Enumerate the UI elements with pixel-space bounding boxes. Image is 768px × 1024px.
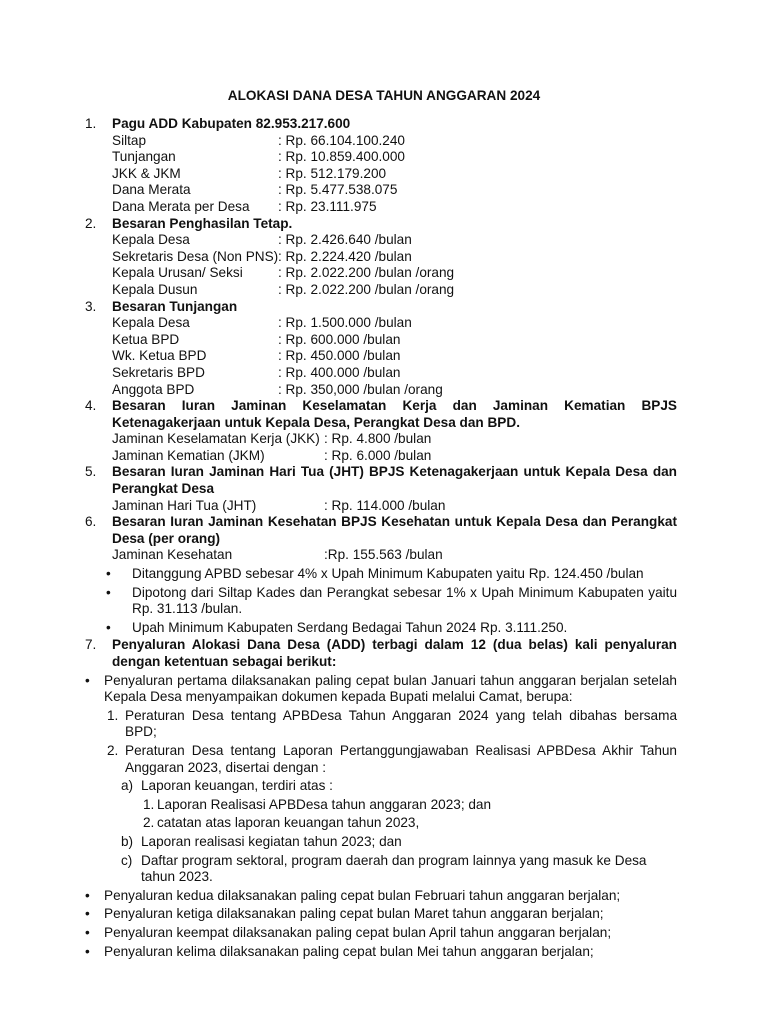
row-value: : Rp. 6.000 /bulan: [324, 447, 432, 463]
row-value: : Rp. 600.000 /bulan: [278, 331, 401, 347]
list-item: [85, 585, 677, 618]
item-letter: b): [121, 833, 134, 849]
bullet-icon: •: [106, 566, 111, 582]
section-number: 6.: [85, 514, 97, 530]
row-value: : Rp. 10.859.400.000: [278, 149, 405, 165]
section-heading: Besaran Tunjangan: [112, 298, 238, 314]
bullet-icon: •: [85, 887, 90, 903]
section-number: 7.: [85, 637, 97, 653]
row-value: : Rp. 23.111.975: [278, 198, 377, 214]
value-row: [112, 282, 677, 299]
row-label: Jaminan Keselamatan Kerja (JKK): [112, 431, 320, 447]
row-value: :Rp. 155.563 /bulan: [324, 547, 443, 563]
row-value: : Rp. 2.224.420 /bulan: [278, 248, 412, 264]
value-row: [112, 166, 677, 183]
section-heading: Besaran Iuran Jaminan Keselamatan Kerja dan Jaminan Kematian BPJS Ketenagakerjaan untuk Kepala Desa, Perangkat Desa dan BPD.: [112, 398, 677, 430]
list-item: [85, 906, 677, 923]
document-title: ALOKASI DANA DESA TAHUN ANGGARAN 2024: [227, 88, 541, 103]
item-number: 1.: [143, 796, 155, 812]
row-value: : Rp. 1.500.000 /bulan: [278, 315, 412, 331]
row-value: : Rp. 350,000 /bulan /orang: [278, 381, 443, 397]
row-value: : Rp. 450.000 /bulan: [278, 348, 401, 364]
lettered-item: [85, 834, 677, 851]
row-value: : Rp. 5.477.538.075: [278, 182, 398, 198]
value-row: [112, 249, 677, 266]
row-label: Kepala Desa: [112, 232, 190, 248]
row-value: : Rp. 4.800 /bulan: [324, 431, 432, 447]
item-text: Laporan realisasi kegiatan tahun 2023; dan: [141, 833, 402, 849]
section-number: 3.: [85, 298, 97, 314]
section-heading: Besaran Iuran Jaminan Kesehatan BPJS Kesehatan untuk Kepala Desa dan Perangkat Desa (per orang): [112, 514, 677, 546]
item-letter: c): [121, 852, 133, 868]
list-item-text: Ditanggung APBD sebesar 4% x Upah Minimum Kabupaten yaitu Rp. 124.450 /bulan: [132, 566, 644, 582]
value-row: [112, 547, 677, 564]
bullet-icon: •: [85, 906, 90, 922]
item-letter: a): [121, 778, 134, 794]
row-label: Ketua BPD: [112, 331, 180, 347]
row-label: Dana Merata per Desa: [112, 198, 250, 214]
section-number: 2.: [85, 215, 97, 231]
lettered-item: [85, 778, 677, 795]
value-row: [112, 332, 677, 349]
row-label: Siltap: [112, 132, 147, 148]
row-label: JKK & JKM: [112, 165, 181, 181]
list-item: [85, 620, 677, 637]
row-label: Wk. Ketua BPD: [112, 348, 207, 364]
item-number: 2.: [107, 742, 119, 758]
value-row: [112, 265, 677, 282]
row-label: Kepala Dusun: [112, 281, 198, 297]
item-text: Daftar program sektoral, program daerah dan program lainnya yang masuk ke Desa tahun 2023.: [141, 852, 647, 885]
section-number: 5.: [85, 464, 97, 480]
row-value: : Rp. 2.022.200 /bulan /orang: [278, 265, 455, 281]
row-label: Anggota BPD: [112, 381, 195, 397]
list-item-text: Dipotong dari Siltap Kades dan Perangkat sebesar 1% x Upah Minimum Kabupaten yaitu Rp. 31.113 /bulan.: [132, 584, 677, 617]
sub-item: [85, 815, 677, 832]
numbered-item: [85, 743, 677, 776]
document-body: [85, 116, 677, 960]
item-text: Peraturan Desa tentang APBDesa Tahun Anggaran 2024 yang telah dibahas bersama BPD;: [125, 707, 677, 740]
value-row: [112, 232, 677, 249]
section-6: [85, 514, 677, 564]
section-number: 4.: [85, 398, 97, 414]
sub-item: [85, 797, 677, 814]
row-value: : Rp. 66.104.100.240: [278, 132, 405, 148]
item-text: Peraturan Desa tentang Laporan Pertanggungjawaban Realisasi APBDesa Akhir Tahun Anggaran 2023, disertai dengan :: [125, 742, 677, 775]
numbered-item: [85, 708, 677, 741]
row-label: Sekretaris Desa (Non PNS): [112, 248, 279, 264]
item-text: Laporan keuangan, terdiri atas :: [141, 778, 333, 794]
list-item: [85, 566, 677, 583]
row-value: : Rp. 114.000 /bulan: [324, 497, 446, 513]
section-4: [85, 398, 677, 464]
list-item: [85, 944, 677, 961]
row-label: Kepala Desa: [112, 315, 190, 331]
bullet-icon: •: [106, 619, 111, 635]
row-value: : Rp. 2.426.640 /bulan: [278, 232, 412, 248]
section-1: [85, 116, 677, 216]
section-heading: Besaran Penghasilan Tetap.: [112, 215, 293, 231]
item-number: 2.: [143, 815, 155, 831]
section-7: [85, 637, 677, 670]
row-value: : Rp. 2.022.200 /bulan /orang: [278, 281, 455, 297]
bullet-icon: •: [106, 584, 111, 600]
section-2: [85, 216, 677, 299]
list-item: [85, 925, 677, 942]
list-item-text: Penyaluran kelima dilaksanakan paling cepat bulan Mei tahun anggaran berjalan;: [104, 943, 594, 959]
section-number: 1.: [85, 116, 97, 131]
bullet-icon: •: [85, 672, 90, 688]
bullet-icon: •: [85, 943, 90, 959]
list-item-text: Penyaluran pertama dilaksanakan paling cepat bulan Januari tahun anggaran berjalan setelah Kepala Desa menyampaikan dokumen kepada Bupati melalui Camat, berupa:: [104, 672, 677, 705]
list-item-text: Upah Minimum Kabupaten Serdang Bedagai Tahun 2024 Rp. 3.111.250.: [132, 619, 568, 635]
list-item-text: Penyaluran kedua dilaksanakan paling cepat bulan Februari tahun anggaran berjalan;: [104, 887, 621, 903]
row-value: : Rp. 400.000 /bulan: [278, 364, 401, 380]
list-item-text: Penyaluran keempat dilaksanakan paling cepat bulan April tahun anggaran berjalan;: [104, 924, 612, 940]
section-5: [85, 464, 677, 514]
value-row: [112, 382, 677, 399]
section-heading: Penyaluran Alokasi Dana Desa (ADD) terbagi dalam 12 (dua belas) kali penyaluran dengan ketentuan sebagai berikut:: [112, 637, 677, 669]
row-label: Dana Merata: [112, 182, 191, 198]
value-row: [112, 182, 677, 199]
row-label: Sekretaris BPD: [112, 364, 205, 380]
value-row: [112, 199, 677, 216]
section-3: [85, 299, 677, 399]
list-item-text: Penyaluran ketiga dilaksanakan paling cepat bulan Maret tahun anggaran berjalan;: [104, 906, 604, 922]
section-heading: Besaran Iuran Jaminan Hari Tua (JHT) BPJS Ketenagakerjaan untuk Kepala Desa dan Perangkat Desa: [112, 464, 677, 497]
value-row: [112, 315, 677, 332]
value-row: [112, 348, 677, 365]
lettered-item: [85, 853, 677, 886]
value-row: [112, 149, 677, 166]
list-item: [85, 888, 677, 905]
value-row: [112, 431, 677, 448]
item-text: Laporan Realisasi APBDesa tahun anggaran 2023; dan: [157, 796, 492, 812]
value-row: [112, 448, 677, 465]
row-label: Jaminan Kematian (JKM): [112, 447, 265, 463]
item-number: 1.: [107, 707, 119, 723]
row-label: Kepala Urusan/ Seksi: [112, 265, 243, 281]
item-text: catatan atas laporan keuangan tahun 2023,: [157, 815, 420, 831]
row-label: Jaminan Hari Tua (JHT): [112, 497, 257, 513]
list-item: [85, 673, 677, 706]
value-row: [112, 498, 677, 515]
bullet-icon: •: [85, 924, 90, 940]
value-row: [112, 133, 677, 150]
section-heading: Pagu ADD Kabupaten 82.953.217.600: [112, 116, 351, 131]
row-value: : Rp. 512.179.200: [278, 165, 387, 181]
row-label: Jaminan Kesehatan: [112, 547, 233, 563]
value-row: [112, 365, 677, 382]
row-label: Tunjangan: [112, 149, 176, 165]
